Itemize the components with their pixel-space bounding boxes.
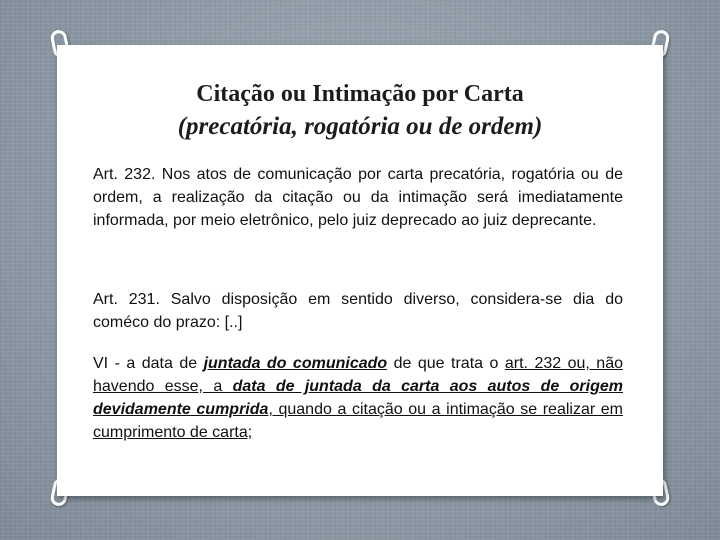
slide-card — [57, 45, 663, 496]
inciso-vi-prefix: VI - a data de — [93, 355, 204, 372]
slide-title: Citação ou Intimação por Carta — [196, 81, 524, 107]
inciso-vi-term-data-juntada-carta: data de juntada da carta aos autos de origem devidamente cumprida — [93, 378, 623, 418]
slide-subtitle: (precatória, rogatória ou de ordem) — [177, 113, 543, 140]
art-231-paragraph: Art. 231. Salvo disposição em sentido diverso, considera-se dia do coméco do prazo: [..] — [93, 291, 623, 331]
inciso-vi-ref-art-232: art. 232 ou, não havendo esse, a — [93, 355, 623, 395]
inciso-vi-term-juntada-comunicado: juntada do comunicado — [203, 355, 388, 372]
art-232-paragraph: Art. 232. Nos atos de comunicação por carta precatória, rogatória ou de ordem, a realização da citação ou da intimação será imediatamente informada, por meio eletrônico, pelo juiz deprecado ao juiz deprecante. — [93, 166, 623, 229]
inciso-vi-paragraph — [93, 352, 623, 444]
inciso-vi-suffix: , quando a citação ou a intimação se realizar em cumprimento de carta; — [93, 401, 623, 441]
inciso-vi-mid: de que trata o — [387, 355, 505, 372]
